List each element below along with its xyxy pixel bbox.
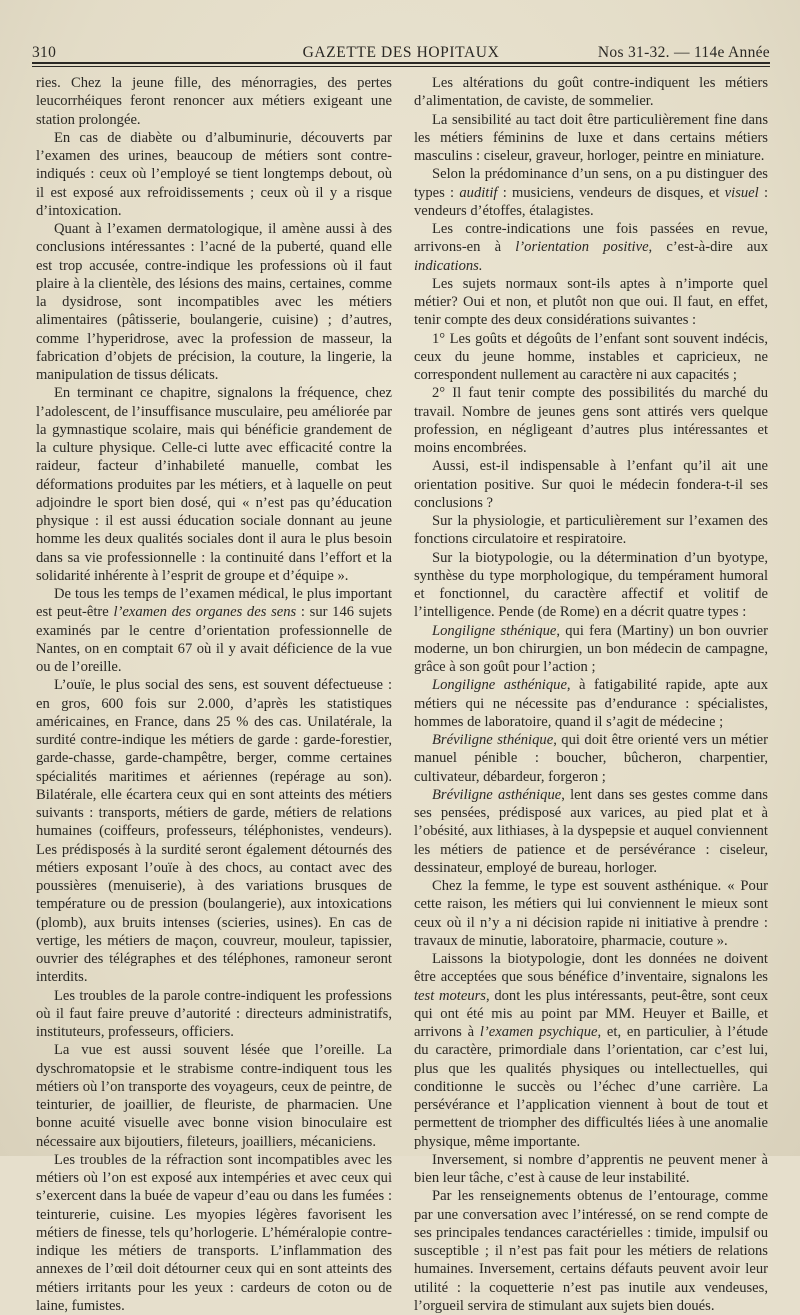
text-run: Les altérations du goût contre-indiquent les métiers d’alimentation, de caviste, de sommelier.	[414, 75, 768, 110]
italic-text: Bréviligne sthénique	[432, 732, 554, 748]
paragraph	[414, 549, 768, 622]
paragraph	[36, 1151, 392, 1315]
italic-text: l’examen psychique	[479, 1024, 598, 1040]
paragraph	[414, 1187, 768, 1315]
paragraph	[414, 165, 768, 220]
paragraph	[414, 676, 768, 731]
page-number: 310	[32, 44, 57, 61]
paragraph	[414, 384, 768, 457]
header-rule-thick	[32, 62, 770, 64]
paragraph	[414, 1151, 768, 1188]
italic-text: Longiligne sthénique	[432, 622, 557, 639]
paragraph	[414, 786, 768, 877]
issue-info: Nos 31-32. — 114e Année	[597, 44, 770, 61]
paragraph	[414, 330, 768, 385]
text-run: Laissons la biotypologie, dont les données ne doivent être acceptées que sous bénéfice d’inventaire, signalons les	[414, 951, 768, 986]
text-run: Sur la biotypologie, ou la détermination d’un byotype, synthèse du type morphologique, du tempérament humoral et fonctionnel, du caractère affectif et volitif de l’intelligence. Pende (de Rome) en a décrit quatre types :	[414, 549, 768, 621]
paragraph	[414, 877, 768, 950]
text-run: : musiciens, vendeurs de disques, et	[497, 184, 725, 201]
italic-text: visuel	[724, 184, 759, 201]
paragraph	[36, 987, 392, 1042]
text-run: Les sujets normaux sont-ils aptes à n’importe quel métier? Oui et non, et plutôt non que oui. Il faut, en effet, tenir compte des deux considérations suivantes :	[414, 275, 768, 329]
paragraph	[414, 512, 768, 549]
text-run: Sur la physiologie, et particulièrement sur l’examen des fonctions circulatoire et respiratoire.	[414, 513, 768, 548]
text-run: : vendeurs d’étoffes, étalagistes.	[414, 184, 768, 219]
text-run: Les contre-indications une fois passées en revue, arrivons-en à	[414, 221, 768, 256]
text-run: Les troubles de la parole contre-indiquent les professions où il faut faire preuve d’autorité : directeurs administratifs, instituteurs, professeurs, officiers.	[36, 987, 392, 1040]
right-column	[414, 74, 768, 1314]
paragraph	[414, 111, 768, 166]
text-run: L’ouïe, le plus social des sens, est souvent défectueuse : en gros, 600 fois sur 2.000, d’après les statistiques américaines, en France, dans 25 % des cas. Unilatérale, la surdité contre-indique les métiers de garde : garde-forestier, garde-chasse, garde-champêtre, berger, comme certaines spécialités maritimes et aériennes (repérage au son). Bilatérale, elle écartera ceux qui en sont atteints des métiers suivants : transports, métiers de garde, métiers de relations humaines (coiffeurs, professeurs, téléphonistes, vendeurs). Les prédisposés à la surdité seront également détournés des métiers exposant l’ouïe à des chocs, au contact avec des poussières (menuiserie), à des variations brusques de température ou de pression (boulangerie), aux intoxications (plomb), aux bruits intenses (scieries, usines). En cas de vertige, les métiers de maçon, couvreur, mouleur, tapissier, ouvrier des télégraphes et des téléphones, ramoneur seront interdits.	[36, 677, 392, 986]
paragraph	[414, 74, 768, 111]
text-run: La vue est aussi souvent lésée que l’oreille. La dyschromatopsie et le strabisme contre-indiquent tous les métiers où l’on transporte des voyageurs, ceux de peintre, de teinturier, de joaillier, de fleuriste, de pharmacien. Une bonne acuité visuelle avec bonne vision binoculaire est nécessaire aux bijoutiers, fileteurs, joailliers, mécaniciens.	[36, 1042, 392, 1150]
header-rule-thin	[32, 66, 770, 67]
paragraph	[36, 585, 392, 676]
paragraph	[414, 457, 768, 512]
text-run: , qui fera (Martiny) un bon ouvrier moderne, un bon chirurgien, un bon médecin de campagne, grâce à son goût pour l’action ;	[414, 622, 768, 675]
text-run: , et, en particulier, à l’étude du caractère, primordiale dans l’orientation, car c’est lui, plus que les qualités physiques ou intellectuelles, qui conditionne le succès ou l’échec d’une carrière. La persévérance et l’application viennent à bout de tout et permettent de triompher des difficultés liées à une anomalie physique, même importante.	[414, 1024, 768, 1150]
paragraph	[414, 731, 768, 786]
italic-text: Bréviligne asthénique	[432, 786, 562, 803]
text-run: En cas de diabète ou d’albuminurie, découverts par l’examen des urines, beaucoup de métiers sont contre-indiqués : ceux où l’employé se tient longtemps debout, où il est exposé aux refroidissements ; ceux où il y a risque d’intoxication.	[36, 129, 392, 219]
italic-text: Longiligne asthénique	[432, 677, 567, 694]
text-run: Inversement, si nombre d’apprentis ne peuvent mener à bien leur tâche, c’est à cause de leur instabilité.	[414, 1151, 768, 1186]
text-run: , qui doit être orienté vers un métier manuel pénible : boucher, bûcheron, charpentier, cultivateur, débardeur, forgeron ;	[414, 732, 768, 785]
paragraph	[414, 950, 768, 1151]
text-run: La sensibilité au tact doit être particulièrement fine dans les métiers féminins de luxe et dans certains métiers masculins : ciseleur, graveur, horloger, peintre en miniature.	[414, 111, 768, 164]
paragraph	[36, 129, 392, 220]
text-run: Aussi, est-il indispensable à l’enfant qu’il ait une orientation positive. Sur quoi le médecin fondera-t-il ses conclusions ?	[414, 458, 768, 511]
text-run: 1° Les goûts et dégoûts de l’enfant sont souvent indécis, ceux du jeune homme, instables et capricieux, ne correspondent nullement au caractère ni aux capacités ;	[414, 330, 768, 383]
text-run: Les troubles de la réfraction sont incompatibles avec les métiers où l’on est exposé aux intempéries et avec ceux qui s’exercent dans la buée de vapeur d’eau ou dans les fumées : teinturerie, cuisine. Les myopies légères favorisent les métiers de finesse, tels qu’horlogerie. L’héméralopie contre-indique les métiers de transports. L’inflammation des annexes de l’œil doit détourner ceux qui en sont atteints des métiers irritants pour les yeux : cardeurs de coton ou de laine, fumistes.	[36, 1151, 392, 1314]
italic-text: l’orientation positive	[515, 239, 649, 256]
text-run: , à fatigabilité rapide, apte aux métiers qui ne nécessite pas d’endurance : spécialistes, hommes de laboratoire, quand il s’agit de médecine ;	[414, 677, 768, 730]
text-run: ries. Chez la jeune fille, des ménorragies, des pertes leucorrhéiques feront renoncer aux métiers exigeant une station prolongée.	[36, 75, 392, 128]
paragraph	[36, 1041, 392, 1151]
text-run: , lent dans ses gestes comme dans ses pensées, prédisposé aux varices, au pied plat et à l’obésité, aux lithiases, à la dyspepsie et auquel conviennent les métiers de patience et de persévérance : ciseleur, dessinateur, employé de bureau, horloger.	[414, 786, 768, 876]
paragraph	[36, 384, 392, 585]
italic-text: test moteurs	[414, 987, 486, 1004]
paragraph	[414, 275, 768, 330]
paragraph	[36, 74, 392, 129]
left-column	[36, 74, 392, 1314]
text-run: Par les renseignements obtenus de l’entourage, comme par une conversation avec l’intéressé, on se rend compte de ses principales tendances caractérielles : timide, impulsif ou susceptible ; il n’est pas fait pour les métiers de relations humaines. Inversement, certains défauts peuvent avoir leur utilité : la coquetterie n’est pas inutile aux vendeuses, l’orgueil servira de stimulant aux sujets bien doués.	[414, 1188, 768, 1314]
paragraph	[36, 220, 392, 384]
text-run: : sur 146 sujets examinés par le centre d’orientation professionnelle de Nantes, on en comptait 67 où il y avait déficience de la vue ou de l’oreille.	[36, 604, 392, 675]
paragraph	[36, 676, 392, 986]
page-header	[32, 44, 770, 64]
text-run: Selon la prédominance d’un sens, on a pu distinguer des types :	[414, 166, 768, 201]
text-run: , dont les plus intéressants, peut-être, sont ceux qui ont été mis au point par MM. Heuyer et Baille, et arrivons à	[414, 987, 768, 1040]
italic-text: l’examen des organes des sens	[113, 604, 297, 621]
text-run: En terminant ce chapitre, signalons la fréquence, chez l’adolescent, de l’insuffisance musculaire, peu améliorée par la gymnastique scolaire, mais qui bénéficie grandement de la culture physique. Celle-ci lutte avec efficacité contre la raideur, facteur d’inhabileté manuelle, combat les déformations produites par les métiers, et à laquelle on peut adjoindre le sport bien dosé, qui « n’est pas qu’éducation physique : il est aussi éducation sociale donnant au jeune homme les deux qualités sociales dont il aura le plus besoin dans sa vie professionnelle : la continuité dans l’effort et la solidarité inhérente à l’esprit de groupe et d’équipe ».	[36, 385, 392, 584]
journal-title: GAZETTE DES HOPITAUX	[302, 44, 500, 61]
text-run: , c’est-à-dire aux	[648, 239, 768, 256]
text-run: 2° Il faut tenir compte des possibilités du marché du travail. Nombre de jeunes gens sont attirés vers quelque profession, en négligeant d’autres plus intéressantes et moins encombrées.	[414, 385, 768, 456]
text-run: Quant à l’examen dermatologique, il amène aussi à des conclusions intéressantes : l’acné de la puberté, quand elle est trop accusée, contre-indique les professions où il faut plaire à la clientèle, des lésions des mains, certaines, comme la dysidrose, sont incompatibles avec les métiers alimentaires (pâtisserie, boulangerie, cuisine) ; d’autres, comme l’hyperidrose, avec la profession de masseur, la fabrication d’objets de précision, la couture, la lingerie, la manipulation de tissus délicats.	[36, 221, 392, 383]
italic-text: auditif	[459, 184, 498, 201]
italic-text: indications.	[414, 257, 483, 274]
paragraph	[414, 622, 768, 677]
text-run: De tous les temps de l’examen médical, le plus important est peut-être	[36, 586, 392, 621]
paragraph	[414, 220, 768, 275]
text-run: Chez la femme, le type est souvent asthénique. « Pour cette raison, les métiers qui lui conviennent le mieux sont ceux où il n’y a ni décision rapide ni initiative à prendre : travaux de minutie, laboratoire, pharmacie, couture ».	[414, 878, 768, 949]
